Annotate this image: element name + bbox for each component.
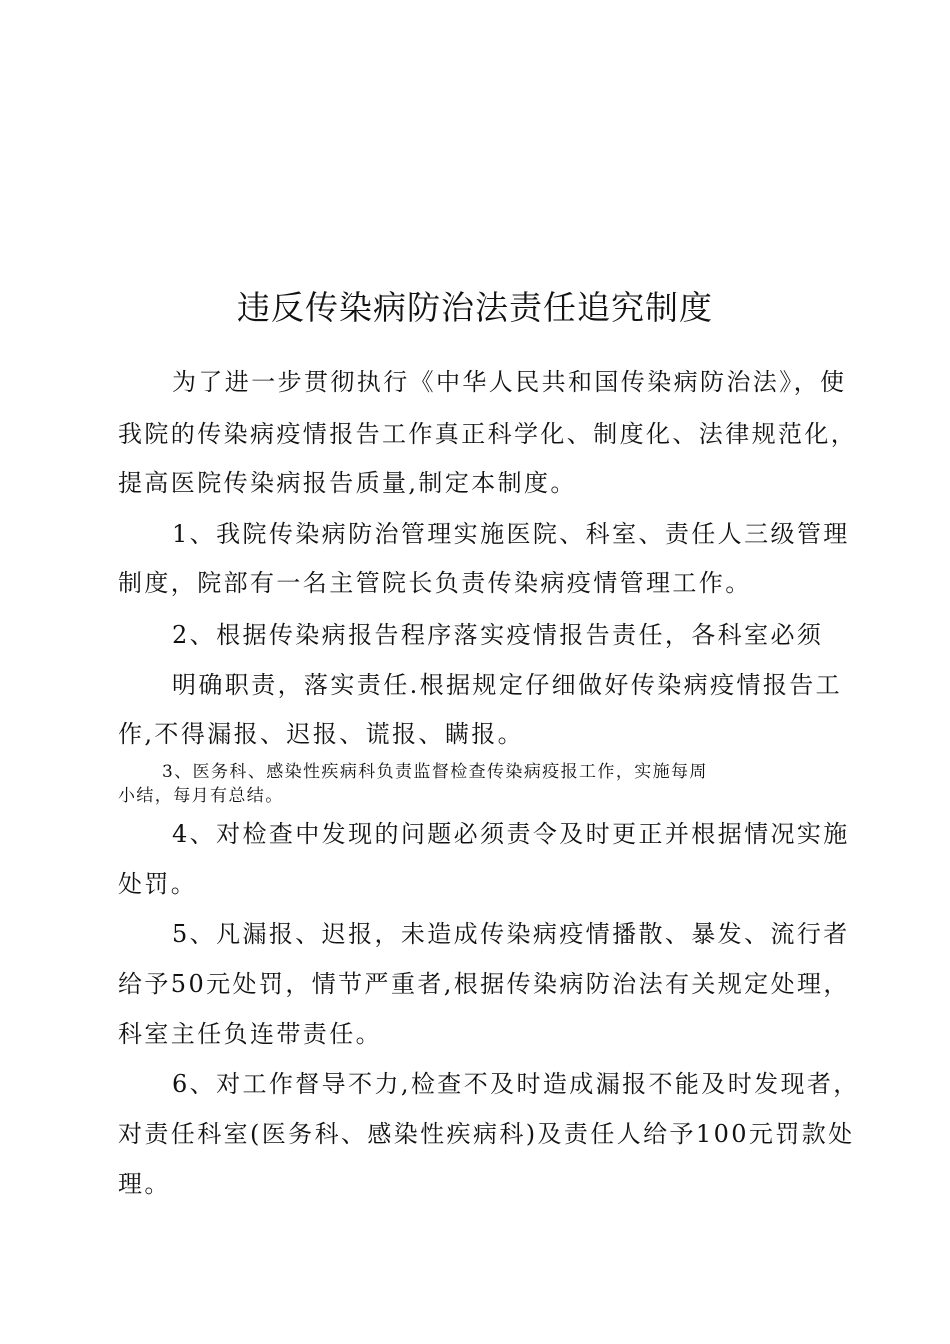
intro-line-1: 为了进一步贯彻执行《中华人民共和国传染病防治法》，使 (172, 368, 847, 396)
item-6-line-1: 6、对工作督导不力,检查不及时造成漏报不能及时发现者， (172, 1070, 860, 1098)
item-3-line-2: 小结，每月有总结。 (118, 786, 284, 806)
item-4-line-1: 4、对检查中发现的问题必须责令及时更正并根据情况实施 (172, 820, 850, 848)
intro-line-2: 我院的传染病疫情报告工作真正科学化、制度化、法律规范化， (118, 420, 858, 448)
item-2-line-3: 作,不得漏报、迟报、谎报、瞒报。 (118, 720, 525, 748)
item-6-line-3: 理。 (118, 1170, 171, 1198)
item-5-line-2: 给予50元处罚，情节严重者,根据传染病防治法有关规定处理， (118, 970, 850, 998)
item-1-line-1: 1、我院传染病防治管理实施医院、科室、责任人三级管理 (172, 520, 850, 548)
item-3-line-1: 3、医务科、感染性疾病科负责监督检查传染病疫报工作，实施每周 (162, 762, 708, 782)
document-title: 违反传染病防治法责任追究制度 (237, 288, 713, 327)
item-5-line-3: 科室主任负连带责任。 (118, 1020, 382, 1048)
item-6-line-2: 对责任科室(医务科、感染性疾病科)及责任人给予100元罚款处 (118, 1120, 855, 1148)
item-4-line-2: 处罚。 (118, 870, 198, 898)
item-1-line-2: 制度，院部有一名主管院长负责传染病疫情管理工作。 (118, 569, 752, 597)
item-2-line-2: 明确职责，落实责任.根据规定仔细做好传染病疫情报告工 (172, 671, 843, 699)
intro-line-3: 提高医院传染病报告质量,制定本制度。 (118, 469, 577, 497)
item-5-line-1: 5、凡漏报、迟报，未造成传染病疫情播散、暴发、流行者 (172, 920, 850, 948)
item-2-line-1: 2、根据传染病报告程序落实疫情报告责任，各科室必须 (172, 621, 824, 649)
